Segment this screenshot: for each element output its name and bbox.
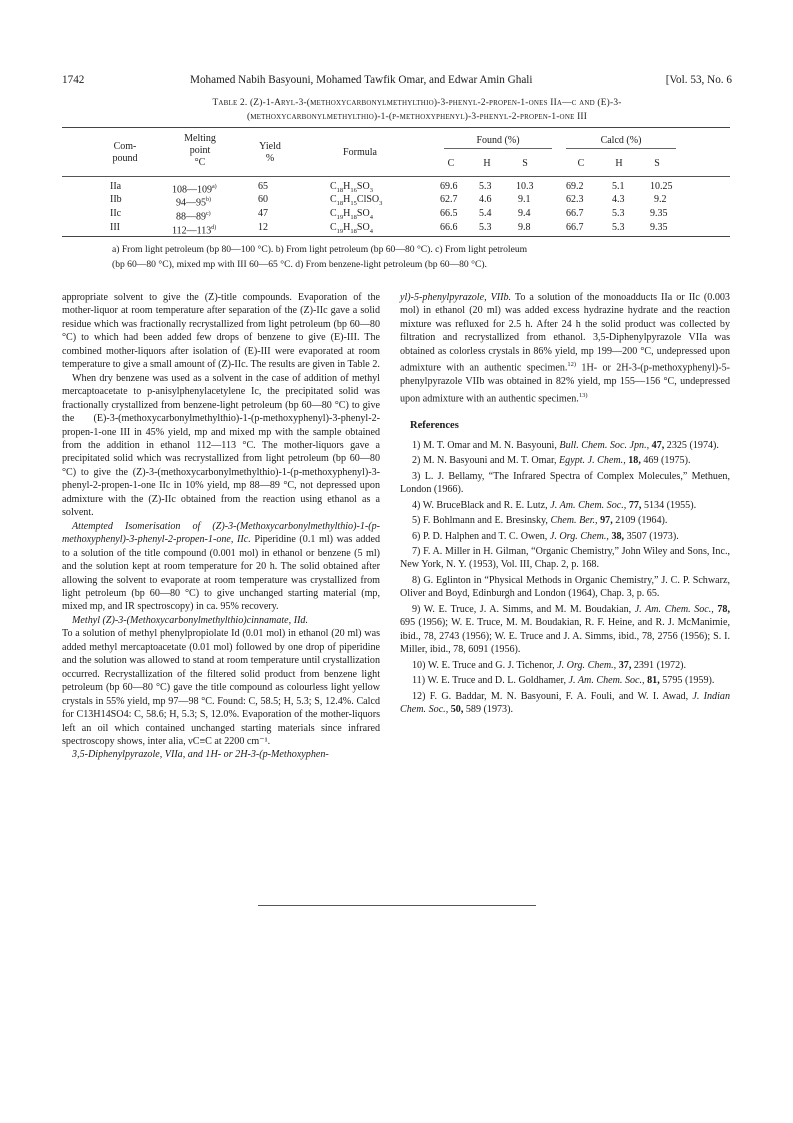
cell-found-s: 9.1 <box>518 194 531 205</box>
header-calcd-h: H <box>615 158 623 169</box>
header-formula: Formula <box>343 147 377 158</box>
cell-formula: $C_{19}H_{18}SO_4$ <box>330 222 373 235</box>
reference-item: 4) W. BruceBlack and R. E. Lutz, J. Am. Chem. Soc., 77, 5134 (1955). <box>412 499 697 511</box>
header-found: Found (%) <box>476 135 520 146</box>
cell-calcd-s: 9.35 <box>650 222 668 233</box>
header-yield: Yield % <box>259 141 281 164</box>
paragraph <box>62 748 380 761</box>
cell-calcd-c: 66.7 <box>566 208 584 219</box>
cell-compound: IIc <box>110 208 122 219</box>
section-heading: Methyl (Z)-3-(Methoxycarbonylmethylthio)cinnamate, IId. <box>72 614 308 626</box>
table-footnote <box>112 242 732 272</box>
cell-calcd-c: 62.3 <box>566 194 584 205</box>
cell-calcd-h: 5.3 <box>612 222 625 233</box>
calcd-span-rule <box>566 148 676 149</box>
cell-found-s: 9.8 <box>518 222 531 233</box>
page-number: 1742 <box>62 74 85 86</box>
cell-calcd-h: 5.1 <box>612 181 625 192</box>
cell-found-c: 66.6 <box>440 222 458 233</box>
right-column <box>400 291 730 718</box>
cell-found-s: 9.4 <box>518 208 531 219</box>
cell-calcd-h: 5.3 <box>612 208 625 219</box>
cell-yield: 65 <box>258 181 268 192</box>
header-calcd: Calcd (%) <box>600 135 642 146</box>
cell-found-c: 69.6 <box>440 181 458 192</box>
cell-calcd-s: 9.35 <box>650 208 668 219</box>
cell-calcd-s: 9.2 <box>654 194 667 205</box>
header-found-c: C <box>447 158 455 169</box>
table-caption-line2: (methoxycarbonylmethylthio)-1-(p-methoxyphenyl)-3-phenyl-2-propen-1-one III <box>246 112 588 122</box>
reference-item: 6) P. D. Halphen and T. C. Owen, J. Org. Chem., 38, 3507 (1973). <box>412 530 679 542</box>
cell-calcd-s: 10.25 <box>650 181 673 192</box>
cell-yield: 47 <box>258 208 268 219</box>
header-compound: Com- pound <box>112 141 138 164</box>
cell-found-h: 4.6 <box>479 194 492 205</box>
paragraph: appropriate solvent to give the (Z)-title compounds. Evaporation of the mother-liquor at room temperature after separation of the (Z)-IIc gave a solid residue which was fractionally recrystallized from light petroleum (bp 60—80 °C) to which had been added few drops of benzene to give (E)-III. The combined mother-liquors after isolation of (E)-III were evaporated at room temperature to give a small amount of (Z)-IIc. The results are given in Table 2. <box>62 292 380 371</box>
reference-item: 10) W. E. Truce and G. J. Tichenor, J. Org. Chem., 37, 2391 (1972). <box>412 659 687 671</box>
paragraph: To a solution of methyl phenylpropiolate Id (0.01 mol) in ethanol (20 ml) was added methyl mercaptoacetate (0.01 mol) followed by one drop of piperidine and the solution was allowed to stand at room temperature until crystallization occurred. Recrystallization of the filtered solid product from benzene light petroleum (bp 60—80 °C) gave the title compound as colourless light yellow crystals in 55% yield, mp 97—98 °C. Found: C, 58.5; H, 5.3; S, 12.4%. Calcd for C13H14SO4: C, 58.6; H, 5.3; S, 12.0%. Evaporation of the mother-liquors left an oil which contained unchanged starting materials since infrared spectroscopy shows, inter alia, νC≡C at 2200 cm⁻¹. <box>62 628 380 747</box>
cell-calcd-c: 66.7 <box>566 222 584 233</box>
cell-calcd-c: 69.2 <box>566 181 584 192</box>
found-span-rule <box>444 148 552 149</box>
volume-info: [Vol. 53, No. 6 <box>665 74 732 86</box>
paragraph <box>62 614 380 627</box>
cell-compound: III <box>110 222 120 233</box>
cell-yield: 60 <box>258 194 268 205</box>
cell-found-c: 62.7 <box>440 194 458 205</box>
cell-found-c: 66.5 <box>440 208 458 219</box>
cell-found-h: 5.4 <box>479 208 492 219</box>
table-bottom-rule <box>62 236 730 237</box>
table-footnote-line2: (bp 60—80 °C), mixed mp with III 60—65 °C. d) From benzene-light petroleum (bp 60—80 °C). <box>112 259 487 270</box>
table-header-rule <box>62 176 730 177</box>
reference-item: 8) G. Eglinton in “Physical Methods in Organic Chemistry,” J. C. P. Schwarz, Oliver and Boyd, Edinburgh and London (1964), Chap. 3, p. 65. <box>400 574 730 600</box>
header-calcd-c: C <box>577 158 585 169</box>
references-heading: References <box>410 420 459 432</box>
cell-compound: IIb <box>110 194 122 205</box>
table-footnote-line1: a) From light petroleum (bp 80—100 °C). b) From light petroleum (bp 60—80 °C). c) From light petroleum <box>112 244 528 255</box>
paragraph: Attempted Isomerisation of (Z)-3-(Methoxycarbonylmethylthio)-1-(p-methoxyphenyl)-3-phenyl-2-propen-1-one, IIc. Piperidine (0.1 ml) was added to a solution of the title compound (0.001 mol) in ethanol or benzene (5 ml) and the solution kept at room temperature for 20 h. The solid obtained after allowing the solvent to evaporate at room temperature was crystallized from light petroleum (bp 60—80 °C) to give unchanged starting material (mp, mixed mp, and IR spectroscopy) in ca. 95% recovery. <box>62 520 380 613</box>
header-found-s: S <box>522 158 528 169</box>
cell-mp: 94—95$^{b)}$ <box>176 197 211 209</box>
reference-item: 9) W. E. Truce, J. A. Simms, and M. M. Boudakian, J. Am. Chem. Soc., 78, 695 (1956); W. E. Truce, M. M. Boudakian, R. F. Heine, and R. J. McManimie, ibid., 78, 2743 (1956); W. E. Truce and J. A. Simms, ibid., 78, 2756 (1956); S. I. Miller, ibid., 78, 6091 (1956). <box>400 603 731 656</box>
running-authors: Mohamed Nabih Basyouni, Mohamed Tawfik Omar, and Edwar Amin Ghali <box>190 74 533 86</box>
cell-found-s: 10.3 <box>516 181 534 192</box>
reference-item: 5) F. Bohlmann and E. Bresinsky, Chem. Ber., 97, 2109 (1964). <box>412 515 668 527</box>
cell-compound: IIa <box>110 181 122 192</box>
cell-formula: $C_{19}H_{18}SO_4$ <box>330 208 373 221</box>
cell-calcd-h: 4.3 <box>612 194 625 205</box>
cell-mp: 112—113$^{d)}$ <box>172 225 217 237</box>
header-found-h: H <box>483 158 491 169</box>
reference-item: 2) M. N. Basyouni and M. T. Omar, Egypt. J. Chem., 18, 469 (1975). <box>412 455 691 467</box>
left-column <box>62 291 380 762</box>
reference-item: 12) F. G. Baddar, M. N. Basyouni, F. A. Fouli, and W. I. Awad, J. Indian Chem. Soc., 50, 589 (1973). <box>400 690 730 715</box>
reference-item: 1) M. T. Omar and M. N. Basyouni, Bull. Chem. Soc. Jpn., 47, 2325 (1974). <box>412 439 719 451</box>
section-heading: yl)-5-phenylpyrazole, VIIb. <box>400 292 512 303</box>
paragraph: yl)-5-phenylpyrazole, VIIb. To a solution of the monoadducts IIa or IIc (0.003 mol) in ethanol (20 ml) was added excess hydrazine hydrate and the reaction mixture was refluxed for 2.5 h. After 24 h the solid product was collected by filtration and recrystallized from ethanol. 3,5-Diphenylpyrazole VIIa was obtained as colorless crystals in 86% yield, mp 199—200 °C, undepressed upon admixture with an authentic specimen.$^{12)}$ 1H- or 2H-3-(p-methoxyphenyl)-5-phenylpyrazole VIIb was obtained in 82% yield, mp 155—156 °C, undepressed upon admixture with an authentic specimen.$^{13)}$ <box>400 292 731 404</box>
cell-found-h: 5.3 <box>479 181 492 192</box>
table-caption-line1: Table 2. (Z)-1-Aryl-3-(methoxycarbonylmethylthio)-3-phenyl-2-propen-1-ones IIa—c and (E)-3- <box>212 98 622 108</box>
running-head <box>62 72 732 88</box>
reference-item: 7) F. A. Miller in H. Gilman, “Organic Chemistry,” John Wiley and Sons, Inc., New York, N. Y. (1953), Vol. III, Chap. 2, p. 168. <box>400 545 730 571</box>
cell-found-h: 5.3 <box>479 222 492 233</box>
cell-mp: 88—89$^{c)}$ <box>176 211 211 223</box>
section-heading: 3,5-Diphenylpyrazole, VIIa, and 1H- or 2H-3-(p-Methoxyphen- <box>72 749 329 761</box>
table-caption <box>122 96 712 124</box>
reference-item: 3) L. J. Bellamy, “The Infrared Spectra of Complex Molecules,” Methuen, London (1966). <box>400 470 730 496</box>
cell-mp: 108—109$^{a)}$ <box>172 184 217 196</box>
section-heading: Attempted Isomerisation of (Z)-3-(Methoxycarbonylmethylthio)-1-(p-methoxyphenyl)-3-phenyl-2-propen-1-one, IIc. <box>62 520 380 546</box>
cell-formula: $C_{18}H_{16}SO_3$ <box>330 181 373 194</box>
cell-formula: $C_{18}H_{15}ClSO_3$ <box>330 194 383 207</box>
header-melting-point: Melting point °C <box>184 133 216 168</box>
reference-item: 11) W. E. Truce and D. L. Goldhamer, J. Am. Chem. Soc., 81, 5795 (1959). <box>412 675 715 687</box>
cell-yield: 12 <box>258 222 268 233</box>
end-of-article-rule <box>258 905 536 906</box>
table-top-rule <box>62 127 730 128</box>
header-calcd-s: S <box>654 158 660 169</box>
paragraph: When dry benzene was used as a solvent in the case of addition of methyl mercaptoacetate to p-anisylphenylacetylene Ic, the precipitated solid was fractionally crystallized from benzene-light petroleum (bp 60—80 °C) to give the (E)-3-(methoxycarbonylmethylthio)-1-(p-methoxyphenyl)-3-phenyl-2-propen-1-one III in 45% yield, mp and mixed mp with the sample obtained from the addition in ethanol 112—113 °C. The mother-liquors gave a precipitated solid which was recrystallized from light petroleum (bp 60—80 °C) to give the (Z)-3-(methoxycarbonylmethylthio)-1-(p-methoxyphenyl)-3-phenyl-2-propen-1-one IIc in 10% yield, mp 88—89 °C, not depressed upon admixture with the (Z)-IIc obtained from the reaction using ethanol as a solvent. <box>62 372 380 519</box>
